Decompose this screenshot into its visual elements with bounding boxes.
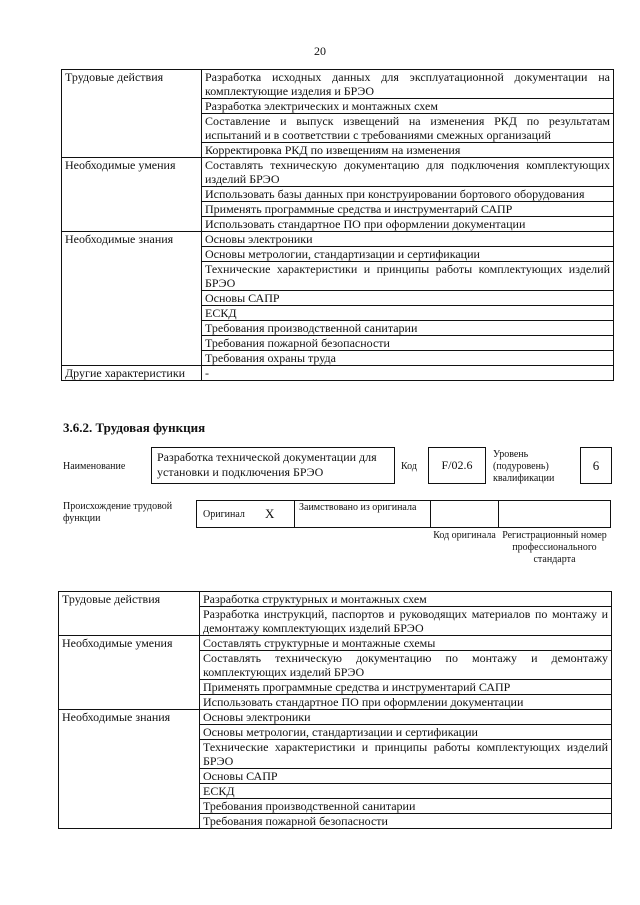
table-cell: ЕСКД xyxy=(200,784,612,799)
table-cell: Основы метрологии, стандартизации и сертификации xyxy=(200,725,612,740)
table-row xyxy=(62,158,614,187)
section-heading: 3.6.2. Трудовая функция xyxy=(63,420,206,435)
competency-table-1 xyxy=(61,69,614,381)
table-cell: Требования производственной санитарии xyxy=(202,321,614,336)
borrowed-label: Заимствовано из оригинала xyxy=(299,502,417,513)
row-label-required-skills: Необходимые умения xyxy=(59,636,200,710)
table-cell: ЕСКД xyxy=(202,306,614,321)
qualification-level-label: Уровень (подуровень) квалификации xyxy=(493,449,555,484)
table-cell: Применять программные средства и инструментарий САПР xyxy=(200,680,612,695)
table-cell: Использовать стандартное ПО при оформлении документации xyxy=(202,217,614,232)
code-value: F/02.6 xyxy=(441,458,473,472)
code-label: Код xyxy=(401,461,417,472)
table-cell: Разработка исходных данных для эксплуатационной документации на комплектующие изделия и БРЭО xyxy=(202,70,614,99)
table-cell: Составлять техническую документацию по монтажу и демонтажу комплектующих изделий БРЭО xyxy=(200,651,612,680)
reg-number-caption: Регистрационный номер профессионального стандарта xyxy=(502,530,607,565)
table-cell: Основы САПР xyxy=(202,291,614,306)
table-row xyxy=(62,232,614,247)
function-name-box xyxy=(151,447,395,484)
row-label-required-knowledge: Необходимые знания xyxy=(59,710,200,829)
table-cell: Составлять структурные и монтажные схемы xyxy=(200,636,612,651)
origin-label: Происхождение трудовой функции xyxy=(63,501,173,524)
table-cell: Требования пожарной безопасности xyxy=(202,336,614,351)
table-cell: Основы электроники xyxy=(202,232,614,247)
table-cell: Составлять техническую документацию для подключения комплектующих изделий БРЭО xyxy=(202,158,614,187)
table-cell: Основы САПР xyxy=(200,769,612,784)
table-cell: Использовать стандартное ПО при оформлении документации xyxy=(200,695,612,710)
table-row xyxy=(59,636,612,651)
row-label-required-skills: Необходимые умения xyxy=(62,158,202,232)
table-cell: Требования охраны труда xyxy=(202,351,614,366)
level-box xyxy=(580,447,612,484)
table-cell: Технические характеристики и принципы работы комплектующих изделий БРЭО xyxy=(200,740,612,769)
table-row xyxy=(59,710,612,725)
table-cell: Составление и выпуск извещений на изменения РКД по результатам испытаний и в соответствии с требованиями смежных организаций xyxy=(202,114,614,143)
name-label: Наименование xyxy=(63,461,126,472)
table-cell: Технические характеристики и принципы работы комплектующих изделий БРЭО xyxy=(202,262,614,291)
code-original-caption: Код оригинала xyxy=(433,530,496,541)
function-name-value: Разработка технической документации для установки и подключения БРЭО xyxy=(157,450,377,479)
table-cell: Применять программные средства и инструментарий САПР xyxy=(202,202,614,217)
competency-table-2 xyxy=(58,591,612,829)
table-row xyxy=(62,366,614,381)
table-cell: Требования пожарной безопасности xyxy=(200,814,612,829)
table-cell: Основы электроники xyxy=(200,710,612,725)
table-cell: Разработка структурных и монтажных схем xyxy=(200,592,612,607)
table-cell: Основы метрологии, стандартизации и сертификации xyxy=(202,247,614,262)
table-cell: Разработка инструкций, паспортов и руководящих материалов по монтажу и демонтажу комплектующих изделий БРЭО xyxy=(200,607,612,636)
original-label: Оригинал xyxy=(203,509,245,520)
code-box xyxy=(428,447,486,484)
page-number: 20 xyxy=(314,44,326,58)
table-row xyxy=(62,70,614,99)
row-label-required-knowledge: Необходимые знания xyxy=(62,232,202,366)
table-cell: Использовать базы данных при конструировании бортового оборудования xyxy=(202,187,614,202)
level-value: 6 xyxy=(592,458,600,473)
table-row xyxy=(59,592,612,607)
table-cell: Требования производственной санитарии xyxy=(200,799,612,814)
table-cell: Разработка электрических и монтажных схем xyxy=(202,99,614,114)
original-mark: X xyxy=(265,506,275,521)
table-cell: - xyxy=(202,366,614,381)
row-label-labor-actions: Трудовые действия xyxy=(59,592,200,636)
table-cell: Корректировка РКД по извещениям на изменения xyxy=(202,143,614,158)
row-label-labor-actions: Трудовые действия xyxy=(62,70,202,158)
row-label-other-characteristics: Другие характеристики xyxy=(62,366,202,381)
